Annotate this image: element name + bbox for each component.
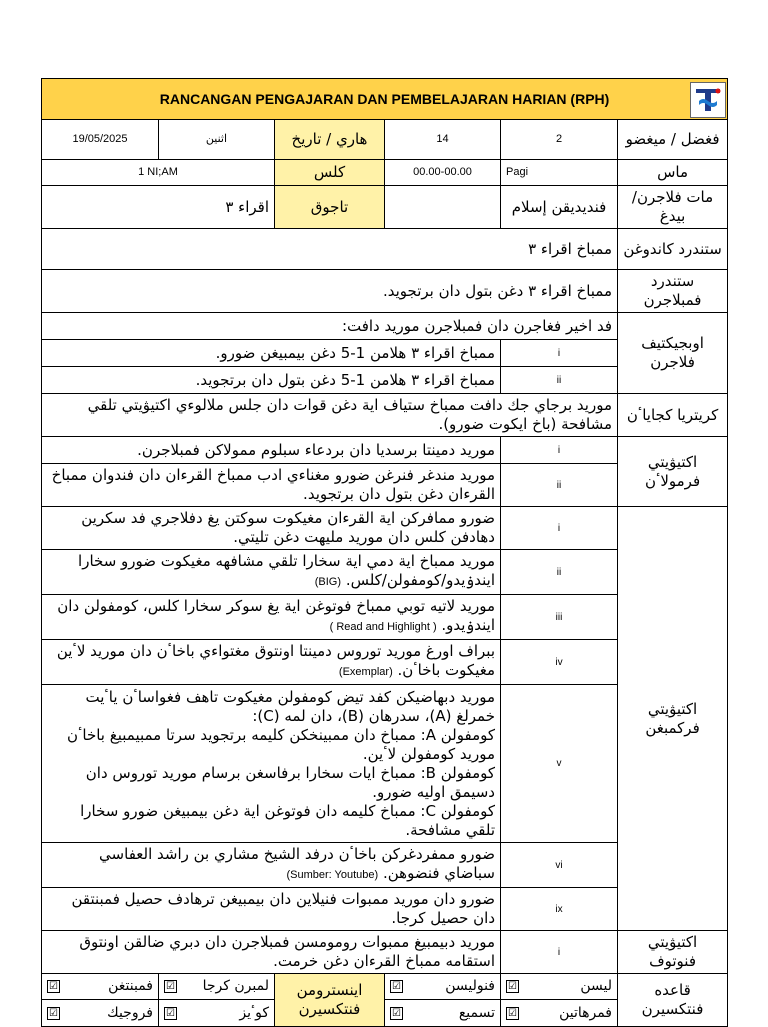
development-line: كومفولن C: ممباخ كليمه دان فوتوغن اية دغن بيمبيغن ضورو سخارا تلقي مشافحة.: [80, 801, 495, 839]
time-value: 00.00-00.00: [385, 160, 501, 186]
header-cell: [42, 79, 728, 120]
title-label: تاجوق: [275, 186, 385, 229]
development-num: i: [501, 507, 618, 550]
subject-label: مات فلاجرن/ بيدغ: [618, 186, 728, 229]
development-line: موريد دبهاضيكن كفد تيض كومفولن مغيكوت تاهف فغواساٴن ياٴيت خمرلغ (A)، سدرهان (B)، دان لمه (C):: [85, 687, 495, 725]
content-standard-row: [42, 229, 728, 270]
method-label: فنوليسن: [445, 978, 495, 994]
method-label: ليسن: [580, 978, 612, 994]
method-option[interactable]: [385, 974, 501, 1000]
checkbox-checked-icon[interactable]: ☑: [506, 1007, 519, 1020]
class-value: 1 NI;AM: [42, 160, 275, 186]
checkbox-checked-icon[interactable]: ☑: [506, 980, 519, 993]
induction-num: i: [501, 437, 618, 464]
learning-standard-text: ممباخ اقراء ٣ دغن بتول دان برتجويد.: [42, 270, 618, 313]
header-row: [42, 79, 728, 120]
closure-label: اكتيۋيتي فنوتوف: [618, 931, 728, 974]
day-value: اثنين: [159, 120, 275, 160]
development-text: ضورو ممفردغركن باخاٴن درفد الشيخ مشاري بن راشد العفاسي سباضاي فنضوهن.: [99, 845, 495, 882]
development-note: (BIG): [314, 576, 342, 588]
page-title: RANCANGAN PENGAJARAN DAN PEMBELAJARAN HARIAN (RPH): [159, 90, 610, 107]
induction-row: [42, 437, 728, 464]
checkbox-checked-icon[interactable]: ☑: [390, 980, 403, 993]
objectives-intro-row: [42, 313, 728, 340]
development-text: موريد لاتيه توبي ممباخ فوتوغن اية يغ سوكر سخارا كلس، كومفولن دان ايندۏيدو.: [57, 597, 495, 634]
method-option[interactable]: [42, 1000, 159, 1027]
development-row: [42, 507, 728, 550]
development-label: اكتيۋيتي فركمبغن: [618, 507, 728, 931]
learning-standard-label: ستندرد فمبلاجرن: [618, 270, 728, 313]
content-standard-label: ستندرد كاندوغن: [618, 229, 728, 270]
objective-num: i: [501, 340, 618, 367]
unit-value: 2: [501, 120, 618, 160]
date-value: 19/05/2025: [42, 120, 159, 160]
development-note: (Sumber: Youtube): [286, 869, 379, 881]
session-value: Pagi: [501, 160, 618, 186]
success-criteria-row: [42, 394, 728, 437]
development-item: [42, 595, 501, 640]
method-label: تسميع: [458, 1004, 495, 1021]
success-criteria-label: كريتريا كجاياٴن: [618, 394, 728, 437]
development-item: [42, 685, 501, 843]
blank-cell: [385, 186, 501, 229]
content-standard-text: ممباخ اقراء ٣: [42, 229, 618, 270]
method-option[interactable]: [385, 1000, 501, 1027]
success-criteria-text: موريد برجاي جك دافت ممباخ ستياف اية دغن قوات دان جلس ملالوءي اكتيۋيتي تلقي مشافحة (باخ ايكوت ضورو).: [42, 394, 618, 437]
method-label: لمبرن كرجا: [202, 978, 269, 994]
subject-value: فنديديقن إسلام: [501, 186, 618, 229]
title-value: اقراء ٣: [42, 186, 275, 229]
development-num: iv: [501, 640, 618, 685]
method-option[interactable]: [42, 974, 159, 1000]
method-label: فروجيك: [107, 1004, 153, 1021]
checkbox-checked-icon[interactable]: ☑: [390, 1007, 403, 1020]
development-text: موريد ممباخ اية دمي اية سخارا تلقي مشافهه مغيكوت ضورو سخارا ايندۏيدو/كومفولن/كلس.: [78, 552, 495, 589]
unit-label: فغضل / ميغضو: [618, 120, 728, 160]
class-row: [42, 160, 728, 186]
development-num: ix: [501, 888, 618, 931]
instrument-label: اينسترومن فنتكسيرن: [275, 974, 385, 1027]
development-note: ( Read and Highlight ): [329, 621, 437, 633]
method-label: فمرهاتين: [559, 1004, 612, 1021]
objective-text: ممباخ اقراء ٣ هلامن 1-5 دغن بيمبيغن ضورو.: [42, 340, 501, 367]
development-item: [42, 640, 501, 685]
methods-label: قاعده فنتكسيرن: [618, 974, 728, 1027]
closure-text: موريد دبيمبيغ ممبوات رومومسن فمبلاجرن دان دبري ضالقن اونتوق استقامه ممباخ القرءان دغن خرمت.: [42, 931, 501, 974]
objective-text: ممباخ اقراء ٣ هلامن 1-5 دغن بتول دان برتجويد.: [42, 367, 501, 394]
development-num: v: [501, 685, 618, 843]
objective-num: ii: [501, 367, 618, 394]
development-text: ضورو دان موريد ممبوات فنيلاين دان بيمبيغن ترهادف حصيل فمبنتقن دان حصيل كرجا.: [42, 888, 501, 931]
induction-num: ii: [501, 464, 618, 507]
objectives-label: اوبجيكتيف فلاجرن: [618, 313, 728, 394]
objectives-intro: فد اخير فغاجرن دان فمبلاجرن موريد دافت:: [42, 313, 618, 340]
closure-row: [42, 931, 728, 974]
method-option[interactable]: [501, 974, 618, 1000]
development-num: ii: [501, 550, 618, 595]
closure-num: i: [501, 931, 618, 974]
induction-text: موريد مندغر فنرغن ضورو مغناءي ادب ممباخ القرءان دان فندوان ممباخ القرءان دغن بتول دان برتجويد.: [42, 464, 501, 507]
day-date-label: هاري / تاريخ: [275, 120, 385, 160]
subject-row: [42, 186, 728, 229]
development-num: iii: [501, 595, 618, 640]
checkbox-checked-icon[interactable]: ☑: [47, 1007, 60, 1020]
development-item: [42, 843, 501, 888]
week-value: 14: [385, 120, 501, 160]
methods-row: [42, 974, 728, 1000]
method-label: فمبنتغن: [108, 978, 153, 994]
development-line: كومفولن A: ممباخ دان ممبينخكن كليمه برتجويد سرتا ممبيمبيغ باخاٴن موريد كومفولن لاٴين.: [66, 725, 495, 763]
method-option[interactable]: [159, 974, 275, 1000]
induction-text: موريد دمينتا برسديا دان بردعاء سبلوم ممولاكن فمبلاجرن.: [42, 437, 501, 464]
development-num: vi: [501, 843, 618, 888]
rph-table: [41, 78, 728, 1027]
method-label: كوٴيز: [239, 1004, 269, 1021]
development-line: كومفولن B: ممباخ ايات سخارا برفاسغن برسام موريد توروس دان دسيمق اوليه ضورو.: [85, 763, 495, 801]
induction-label: اكتيۋيتي فرمولاٴن: [618, 437, 728, 507]
development-text: ببراف اورغ موريد توروس دمينتا اونتوق مغتواءي باخاٴن دان موريد لاٴين مغيكوت باخاٴن.: [56, 642, 495, 679]
development-text: ضورو ممافركن اية القرءان مغيكوت سوكتن يغ دفلاجري فد سكرين دهادفن كلس دان موريد مليهت دغن تليتي.: [42, 507, 501, 550]
checkbox-checked-icon[interactable]: ☑: [164, 1007, 177, 1020]
time-label: ماس: [618, 160, 728, 186]
school-logo-icon: [690, 82, 726, 118]
checkbox-checked-icon[interactable]: ☑: [47, 980, 60, 993]
learning-standard-row: [42, 270, 728, 313]
development-item: [42, 550, 501, 595]
development-note: (Exemplar): [338, 666, 393, 678]
checkbox-checked-icon[interactable]: ☑: [164, 980, 177, 993]
method-option[interactable]: [159, 1000, 275, 1027]
method-option[interactable]: [501, 1000, 618, 1027]
class-label: كلس: [275, 160, 385, 186]
date-row: [42, 120, 728, 160]
